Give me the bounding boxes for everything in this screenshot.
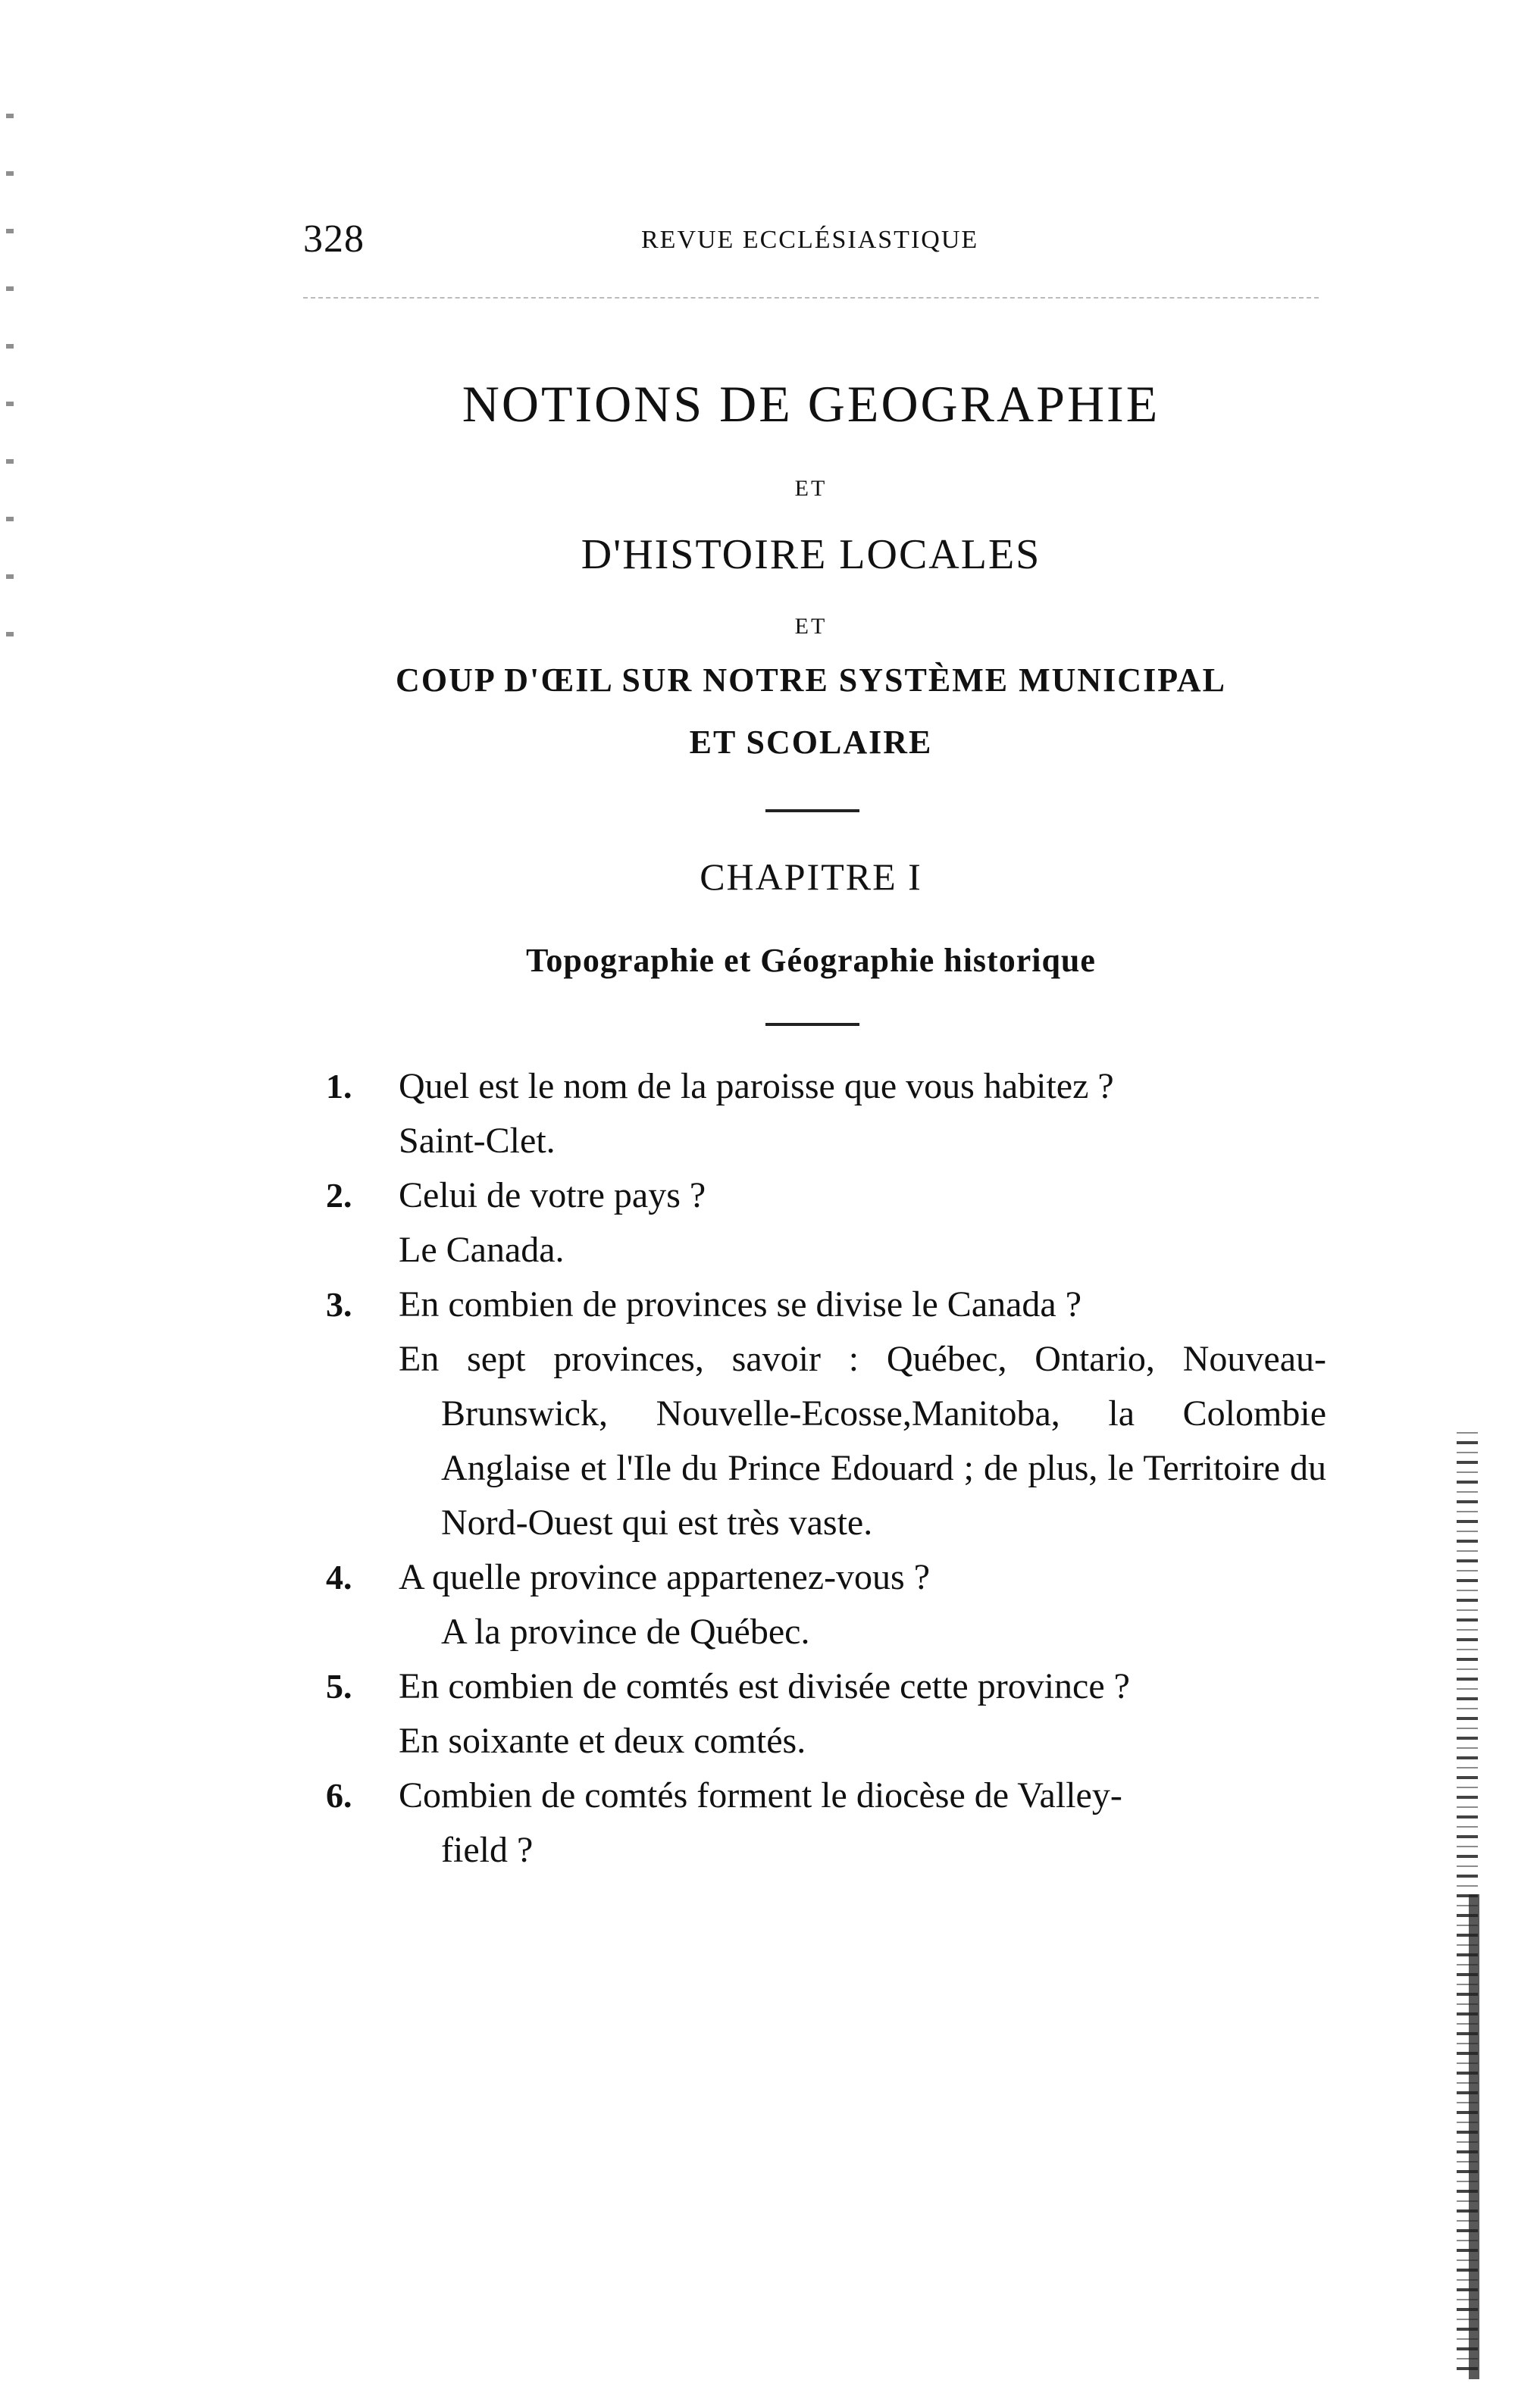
journal-title: REVUE ECCLÉSIASTIQUE [641,226,979,254]
title-conjunction-2: ET [794,614,828,639]
scan-speckles [6,61,14,682]
page-number: 328 [303,217,365,261]
question-text: Combien de comtés forment le diocèse de Valley- [399,1775,1122,1815]
question-item [326,1550,1326,1659]
question-line [326,1659,1326,1714]
question-text: En combien de provinces se divise le Canada ? [399,1284,1082,1324]
question-line [326,1768,1326,1823]
subtitle-municipal: COUP D'ŒIL SUR NOTRE SYSTÈME MUNICIPAL [396,661,1226,699]
question-number: 5. [326,1667,352,1706]
question-number: 3. [326,1285,352,1324]
question-text: Celui de votre pays ? [399,1175,706,1215]
question-number: 4. [326,1558,352,1596]
question-number: 2. [326,1176,352,1215]
question-line [326,1168,1326,1223]
running-head [303,217,1319,262]
subtitle-history: D'HISTOIRE LOCALES [581,531,1041,578]
scan-edge-shadow [1469,1894,1479,2379]
question-item [326,1659,1326,1768]
title-conjunction-1: ET [794,476,828,501]
question-line [326,1059,1326,1114]
answer-text: A la province de Québec. [441,1612,810,1652]
question-item [326,1059,1326,1168]
question-text: En combien de comtés est divisée cette province ? [399,1666,1130,1706]
question-item [326,1277,1326,1550]
subtitle-scolaire: ET SCOLAIRE [689,724,933,761]
question-text: A quelle province appartenez-vous ? [399,1557,931,1597]
question-text-continuation: field ? [441,1830,534,1870]
answer-text: En soixante et deux comtés. [399,1721,806,1761]
chapter-subtitle: Topographie et Géographie historique [526,942,1096,979]
main-title: NOTIONS DE GEOGRAPHIE [462,375,1160,433]
question-number: 1. [326,1067,352,1105]
answer-text: Le Canada. [399,1230,565,1270]
question-text: Quel est le nom de la paroisse que vous habitez ? [399,1066,1114,1106]
question-item [326,1768,1326,1878]
section-rule [765,1023,859,1026]
question-line [326,1550,1326,1605]
question-item [326,1168,1326,1277]
section-rule [765,809,859,812]
answer-text: En sept provinces, savoir : Québec, Ontario, Nouveau-Brunswick, Nouvelle-Ecosse,Manitoba, la Colombie Anglaise et l'Ile du Prince Edouard ; de plus, le Territoire du Nord-Ouest qui est très vaste. [399,1339,1326,1543]
chapter-title: CHAPITRE I [700,855,922,898]
answer-text: Saint-Clet. [399,1121,556,1161]
question-number: 6. [326,1776,352,1815]
question-list [326,1059,1326,1878]
header-rule [303,297,1319,300]
question-line [326,1277,1326,1332]
